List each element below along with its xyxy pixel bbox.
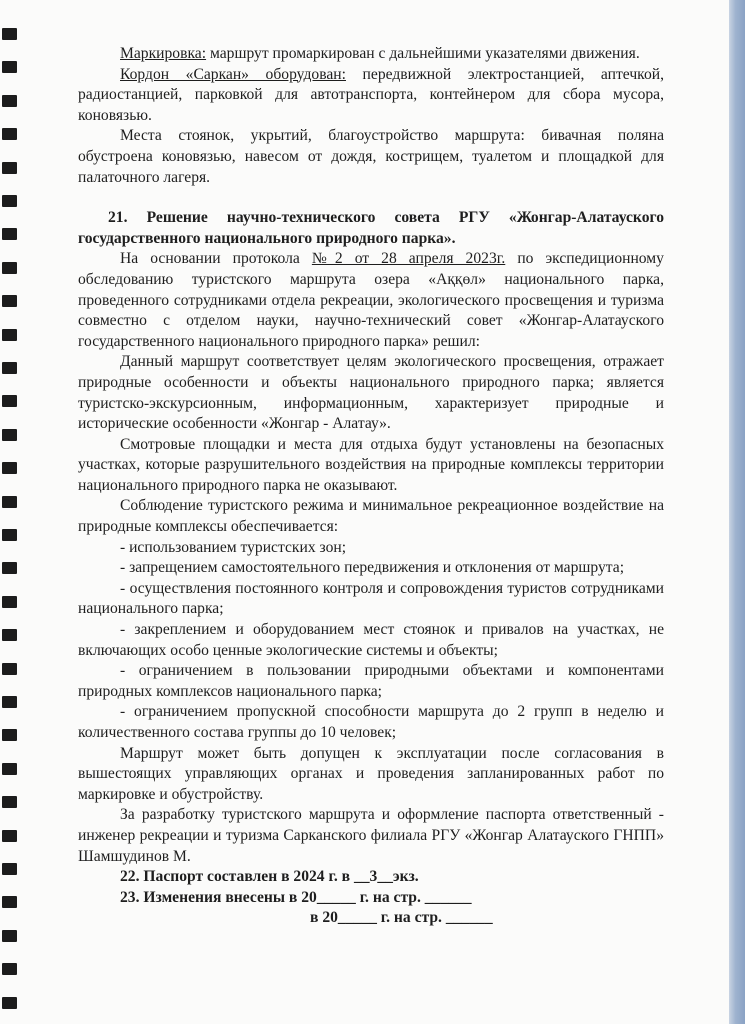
section-21-heading: 21. Решение научно-технического совета РГУ «Жонгар-Алатауского государственного национального природного парка». bbox=[78, 209, 664, 247]
bullet-item: - ограничением пропускной способности маршрута до 2 групп в неделю и количественного состава группы до 10 человек; bbox=[78, 703, 664, 741]
section-21-basis bbox=[78, 249, 664, 352]
section-23-line: 23. Изменения внесены в 20_____ г. на стр. ______ bbox=[120, 888, 472, 906]
cordon-text: передвижной электростанцией, аптечкой, радиостанцией, парковкой для автотранспорта, контейнером для сбора мусора, коновязью. bbox=[78, 65, 664, 124]
binding-hole bbox=[2, 930, 17, 942]
document-body bbox=[78, 44, 664, 929]
marking-text: маршрут промаркирован с дальнейшими указателями движения. bbox=[206, 45, 640, 62]
binding-hole bbox=[2, 195, 17, 207]
bullet-item: - закреплением и оборудованием мест стоянок и привалов на участках, не включающих особо ценные экологические системы и объекты; bbox=[78, 621, 664, 659]
regime-paragraph: Соблюдение туристского режима и минимальное рекреационное воздействие на природные комплексы обеспечивается: bbox=[78, 497, 664, 536]
marking-paragraph bbox=[78, 44, 664, 65]
binding-hole bbox=[2, 997, 17, 1009]
binding-hole bbox=[2, 329, 17, 341]
responsible-paragraph: За разработку туристского маршрута и оформление паспорта ответственный - инженер рекреации и туризма Сарканского филиала РГУ «Жонгар Алатауского ГНПП» Шамшудинов М. bbox=[78, 806, 664, 865]
bullet-item: - запрещением самостоятельного передвижения и отклонения от маршрута; bbox=[120, 559, 625, 577]
viewpoints-paragraph: Смотровые площадки и места для отдыха будут установлены на безопасных участках, которые разрушительного воздействия на природные комплексы территории национального природного парка не оказывают. bbox=[78, 435, 664, 494]
binding-hole bbox=[2, 61, 17, 73]
binding-hole bbox=[2, 362, 17, 374]
binding-hole bbox=[2, 529, 17, 541]
basis-text: по экспедиционному обследованию туристского маршрута озера «Аққөл» национального парка, проведенного сотрудниками отдела рекреации, экологического просвещения и туризма совместно с отделом науки, научно-технический совет «Жонгар-Алатауского государственного национального природного парка» решил: bbox=[78, 250, 664, 350]
binding-hole bbox=[2, 729, 17, 741]
cordon-label: Кордон «Саркан» оборудован: bbox=[120, 65, 346, 83]
cordon-paragraph bbox=[78, 65, 664, 127]
binder-edge bbox=[729, 0, 745, 1024]
section-22-line: 22. Паспорт составлен в 2024 г. в __3__экз. bbox=[120, 868, 419, 886]
binding-hole bbox=[2, 462, 17, 474]
binding-hole bbox=[2, 228, 17, 240]
binding-hole bbox=[2, 830, 17, 842]
binding-hole bbox=[2, 663, 17, 675]
binding-hole bbox=[2, 896, 17, 908]
basis-intro: На основании протокола bbox=[120, 250, 312, 268]
protocol-reference: №2 от 28 апреля 2023г. bbox=[311, 250, 506, 268]
binding-hole bbox=[2, 496, 17, 508]
bullet-item: - ограничением в пользовании природными объектами и компонентами природных комплексов национального парка; bbox=[78, 662, 664, 700]
binding-hole bbox=[2, 162, 17, 174]
admission-paragraph: Маршрут может быть допущен к эксплуатации после согласования в вышестоящих управляющих органах и проведения запланированных работ по маркировке и обустройству. bbox=[78, 744, 664, 803]
binding-hole bbox=[2, 295, 17, 307]
binding-hole bbox=[2, 262, 17, 274]
binding-hole bbox=[2, 796, 17, 808]
binding-spiral bbox=[0, 0, 22, 1024]
binding-hole bbox=[2, 696, 17, 708]
bullet-item: - осуществления постоянного контроля и сопровождения туристов сотрудниками национального парка; bbox=[78, 579, 664, 618]
binding-hole bbox=[2, 863, 17, 875]
binding-hole bbox=[2, 128, 17, 140]
bullet-item: - использованием туристских зон; bbox=[120, 538, 347, 556]
section-23-second-line: в 20_____ г. на стр. ______ bbox=[310, 909, 493, 927]
binding-hole bbox=[2, 963, 17, 975]
route-assessment: Данный маршрут соответствует целям экологического просвещения, отражает природные особенности и объекты национального природного парка; является туристско-экскурсионным, информационным, характеризует природные и исторические особенности «Жонгар - Алатау». bbox=[78, 353, 664, 433]
binding-hole bbox=[2, 429, 17, 441]
binding-hole bbox=[2, 562, 17, 574]
camp-paragraph: Места стоянок, укрытий, благоустройство маршрута: бивачная поляна обустроена коновязью, навесом от дождя, кострищем, туалетом и площадкой для палаточного лагеря. bbox=[78, 127, 664, 186]
binding-hole bbox=[2, 596, 17, 608]
binding-hole bbox=[2, 629, 17, 641]
binding-hole bbox=[2, 95, 17, 107]
marking-label: Маркировка: bbox=[120, 45, 207, 62]
binding-hole bbox=[2, 395, 17, 407]
binding-hole bbox=[2, 28, 17, 40]
binding-hole bbox=[2, 763, 17, 775]
